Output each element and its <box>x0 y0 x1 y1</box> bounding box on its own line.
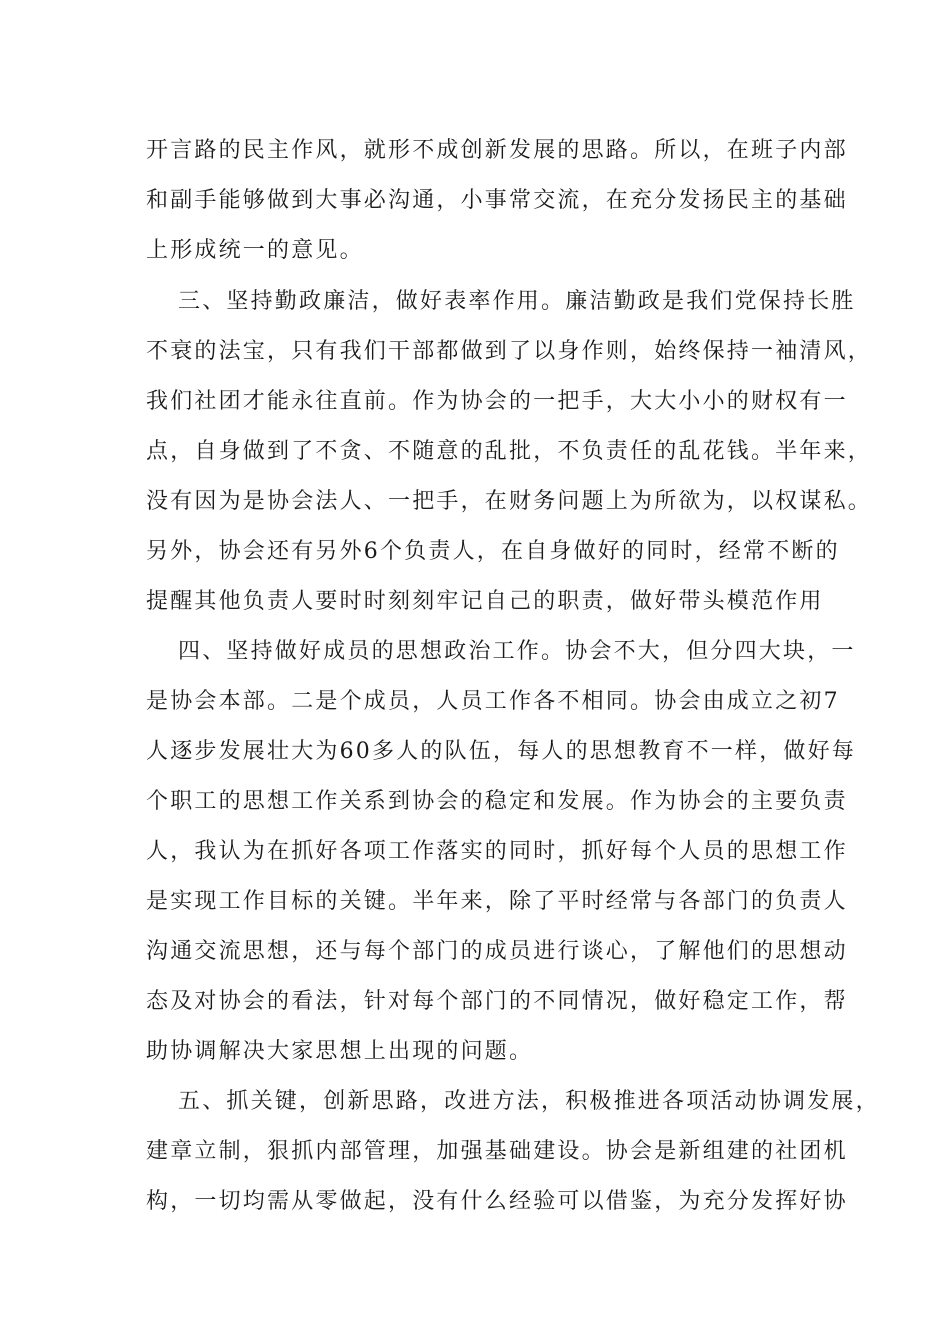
paragraph-start-line: 四、坚持做好成员的思想政治工作。协会不大，但分四大块，一 <box>178 639 856 664</box>
text-line: 我们社团才能永往直前。作为协会的一把手，大大小小的财权有一 <box>146 389 848 414</box>
text-line: 人逐步发展壮大为60多人的队伍，每人的思想教育不一样，做好每 <box>146 739 856 764</box>
text-line: 沟通交流思想，还与每个部门的成员进行谈心，了解他们的思想动 <box>146 939 848 964</box>
text-line: 上形成统一的意见。 <box>146 238 364 263</box>
text-line: 提醒其他负责人要时时刻刻牢记自己的职责，做好带头模范作用 <box>146 589 824 614</box>
text-line: 没有因为是协会法人、一把手，在财务问题上为所欲为，以权谋私。 <box>146 489 873 514</box>
text-line: 构，一切均需从零做起，没有什么经验可以借鉴，为充分发挥好协 <box>146 1189 848 1214</box>
text-line: 建章立制，狠抓内部管理，加强基础建设。协会是新组建的社团机 <box>146 1139 848 1164</box>
paragraph-start-line: 三、坚持勤政廉洁，做好表率作用。廉洁勤政是我们党保持长胜 <box>178 289 856 314</box>
text-line: 是协会本部。二是个成员，人员工作各不相同。协会由成立之初7 <box>146 689 840 714</box>
text-line: 助协调解决大家思想上出现的问题。 <box>146 1039 534 1064</box>
paragraph-start-line: 五、抓关键，创新思路，改进方法，积极推进各项活动协调发展， <box>178 1089 880 1114</box>
text-line: 人，我认为在抓好各项工作落实的同时，抓好每个人员的思想工作 <box>146 839 848 864</box>
text-line: 开言路的民主作风，就形不成创新发展的思路。所以，在班子内部 <box>146 138 848 163</box>
text-line: 不衰的法宝，只有我们干部都做到了以身作则，始终保持一袖清风， <box>146 339 873 364</box>
text-line: 点，自身做到了不贪、不随意的乱批，不负责任的乱花钱。半年来， <box>146 439 873 464</box>
text-line: 另外，协会还有另外6个负责人，在自身做好的同时，经常不断的 <box>146 539 840 564</box>
text-line: 和副手能够做到大事必沟通，小事常交流，在充分发扬民主的基础 <box>146 188 848 213</box>
text-line: 态及对协会的看法，针对每个部门的不同情况，做好稳定工作，帮 <box>146 989 848 1014</box>
text-line: 个职工的思想工作关系到协会的稳定和发展。作为协会的主要负责 <box>146 789 848 814</box>
text-line: 是实现工作目标的关键。半年来，除了平时经常与各部门的负责人 <box>146 889 848 914</box>
